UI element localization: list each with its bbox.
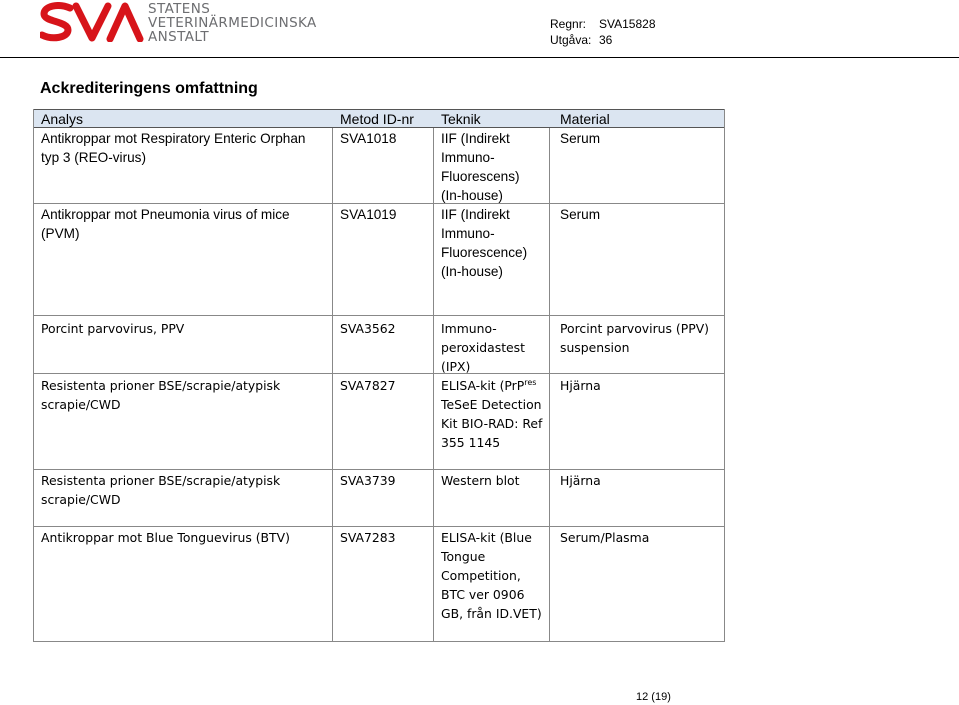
table-row-6-teknik: ELISA-kit (Blue Tongue Competition, BTC ver 0906 GB, från ID.VET) bbox=[441, 530, 542, 621]
section-title: Ackrediteringens omfattning bbox=[40, 80, 258, 97]
row-divider bbox=[34, 526, 724, 527]
table-row-1-metod: SVA1018 bbox=[340, 131, 397, 146]
table-row-1-teknik: IIF (Indirekt Immuno- Fluorescens) (In-house) bbox=[441, 131, 520, 203]
table-row-1-material: Serum bbox=[560, 131, 601, 146]
utgava-label: Utgåva: bbox=[550, 33, 592, 47]
column-divider bbox=[332, 128, 333, 641]
table-row-6-material: Serum/Plasma bbox=[560, 530, 650, 545]
table-row-3-material: Porcint parvovirus (PPV) suspension bbox=[560, 321, 710, 355]
row-divider bbox=[34, 373, 724, 374]
row-divider bbox=[34, 203, 724, 204]
utgava-value: 36 bbox=[599, 33, 613, 47]
table-row-3-analys: Porcint parvovirus, PPV bbox=[41, 321, 185, 336]
accreditation-table bbox=[33, 109, 725, 642]
table-row-5-analys: Resistenta prioner BSE/scrapie/atypisk scrapie/CWD bbox=[41, 473, 281, 507]
regnr-value: SVA15828 bbox=[599, 17, 656, 31]
row-divider bbox=[34, 469, 724, 470]
table-row-2-analys: Antikroppar mot Pneumonia virus of mice (PVM) bbox=[41, 207, 290, 241]
table-header bbox=[34, 109, 724, 128]
column-divider bbox=[549, 128, 550, 641]
row-divider bbox=[34, 315, 724, 316]
header-divider bbox=[0, 57, 959, 58]
header-analys: Analys bbox=[41, 111, 84, 127]
table-row-5-teknik: Western blot bbox=[441, 473, 520, 488]
table-row-1-analys: Antikroppar mot Respiratory Enteric Orphan typ 3 (REO-virus) bbox=[41, 131, 306, 165]
table-row-6-metod: SVA7283 bbox=[340, 530, 396, 545]
page-number: 12 (19) bbox=[636, 691, 671, 703]
header-material: Material bbox=[560, 111, 610, 127]
sva-logo-mark-icon bbox=[40, 2, 144, 42]
table-row-4-analys: Resistenta prioner BSE/scrapie/atypisk scrapie/CWD bbox=[41, 378, 281, 412]
table-row-4-metod: SVA7827 bbox=[340, 378, 396, 393]
table-row-3-metod: SVA3562 bbox=[340, 321, 396, 336]
table-row-4-material: Hjärna bbox=[560, 378, 601, 393]
column-divider bbox=[433, 128, 434, 641]
table-row-2-metod: SVA1019 bbox=[340, 207, 397, 222]
table-row-6-analys: Antikroppar mot Blue Tonguevirus (BTV) bbox=[41, 530, 290, 545]
table-row-3-teknik: Immuno- peroxidastest (IPX) bbox=[441, 321, 525, 374]
table-row-2-teknik: IIF (Indirekt Immuno- Fluorescence) (In-house) bbox=[441, 207, 528, 279]
logo-line-1: STATENS bbox=[148, 1, 211, 17]
header-metod: Metod ID-nr bbox=[340, 111, 414, 127]
sva-logo bbox=[40, 1, 317, 45]
table-row-2-material: Serum bbox=[560, 207, 601, 222]
table-row-4-teknik: ELISA-kit (PrP$^{res}$ TeSeE Detection Kit BIO-RAD: Ref 355 1145 bbox=[441, 377, 543, 450]
logo-line-3: ANSTALT bbox=[148, 29, 210, 45]
regnr-label: Regnr: bbox=[550, 17, 587, 31]
table-row-5-material: Hjärna bbox=[560, 473, 601, 488]
logo-line-2: VETERINÄRMEDICINSKA bbox=[148, 15, 317, 31]
header-teknik: Teknik bbox=[441, 111, 481, 127]
table-row-5-metod: SVA3739 bbox=[340, 473, 396, 488]
